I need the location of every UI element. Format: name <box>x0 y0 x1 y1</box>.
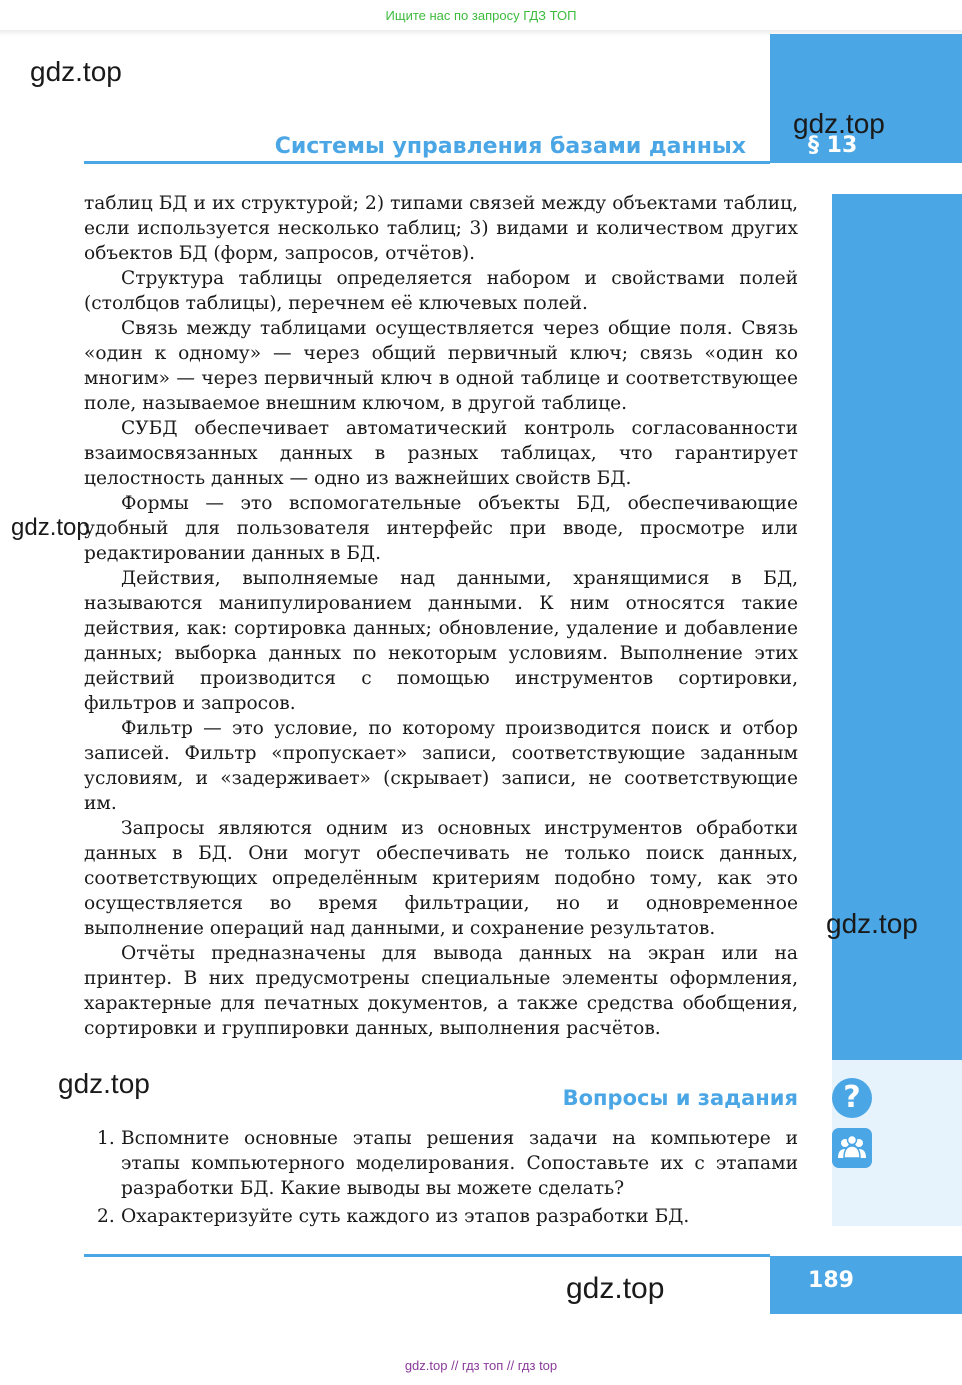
paragraph: Запросы являются одним из основных инструментов обработки данных в БД. Они могут обеспечивать не только поиск данных, соответствующих определённым критериям подобно тому, как это осуществляется во время фильтрации, но и одновременное выполнение операций над данными, и сохранение результатов. <box>84 818 798 939</box>
watermark: gdz.top <box>11 514 90 541</box>
chapter-title: Системы управления базами данных <box>274 134 746 159</box>
question-number: 2. <box>97 1206 115 1227</box>
question-text: Охарактеризуйте суть каждого из этапов разработки БД. <box>121 1206 690 1227</box>
question-text: Вспомните основные этапы решения задачи на компьютере и этапы компьютерного моделирования. Сопоставьте их с этапами разработки БД. Какие выводы вы можете сделать? <box>121 1128 798 1199</box>
paragraph: Связь между таблицами осуществляется через общие поля. Связь «один к одному» — через общий первичный ключ; связь «один ко многим» — через первичный ключ в одной таблице и соответствующее поле, называемое внешним ключом, в другой таблице. <box>84 318 798 414</box>
list-item <box>97 1126 798 1201</box>
footer-links[interactable]: gdz.top // гдз топ // гдз top <box>404 1358 558 1373</box>
paragraph-continued: таблиц БД и их структурой; 2) типами связей между объектами таблиц, если используется несколько таблиц; 3) видами и количеством других объектов БД (форм, запросов, отчётов). <box>84 193 798 264</box>
section-corner-tab <box>770 34 962 163</box>
paragraph: Отчёты предназначены для вывода данных на экран или на принтер. В них предусмотрены специальные элементы оформления, характерные для печатных документов, а также средства обобщения, сортировки и группировки данных, выполнения расчётов. <box>84 943 798 1039</box>
top-banner[interactable]: Ищите нас по запросу ГДЗ ТОП <box>385 8 577 23</box>
questions-list <box>97 1126 798 1232</box>
question-icon: ? <box>832 1078 872 1118</box>
page-number: 189 <box>808 1268 854 1293</box>
paragraph: Структура таблицы определяется набором и свойствами полей (столбцов таблицы), перечнем её ключевых полей. <box>84 268 798 314</box>
paragraph: Действия, выполняемые над данными, хранящимися в БД, называются манипулированием данными. К ним относятся такие действия, как: сортировка данных; обновление, удаление и добавление данных; выборка данных по некоторым условиям. Выполнение этих действий производится с помощью инструментов сортировки, фильтров и запросов. <box>84 568 798 714</box>
title-rule <box>84 161 770 164</box>
group-work-icon <box>832 1128 872 1168</box>
watermark: gdz.top <box>58 1068 150 1099</box>
section-number: § 13 <box>808 133 858 158</box>
paragraph: Фильтр — это условие, по которому производится поиск и отбор записей. Фильтр «пропускает» записи, соответствующие заданным условиям, и «задерживает» (скрывает) записи, не соответствующие им. <box>84 718 798 814</box>
paragraph: Формы — это вспомогательные объекты БД, обеспечивающие удобный для пользователя интерфейс при вводе, просмотре или редактировании данных в БД. <box>84 493 798 564</box>
list-item <box>97 1204 798 1229</box>
bottom-rule <box>84 1254 770 1257</box>
paragraph: СУБД обеспечивает автоматический контроль согласованности взаимосвязанных данных в разных таблицах, что гарантирует целостность данных — одно из важнейших свойств БД. <box>84 418 798 489</box>
question-number: 1. <box>97 1128 115 1149</box>
watermark: gdz.top <box>30 56 122 87</box>
questions-heading: Вопросы и задания <box>562 1086 798 1110</box>
watermark: gdz.top <box>566 1272 665 1305</box>
watermark: gdz.top <box>793 108 885 139</box>
body-text <box>84 191 798 1041</box>
watermark: gdz.top <box>826 908 918 939</box>
